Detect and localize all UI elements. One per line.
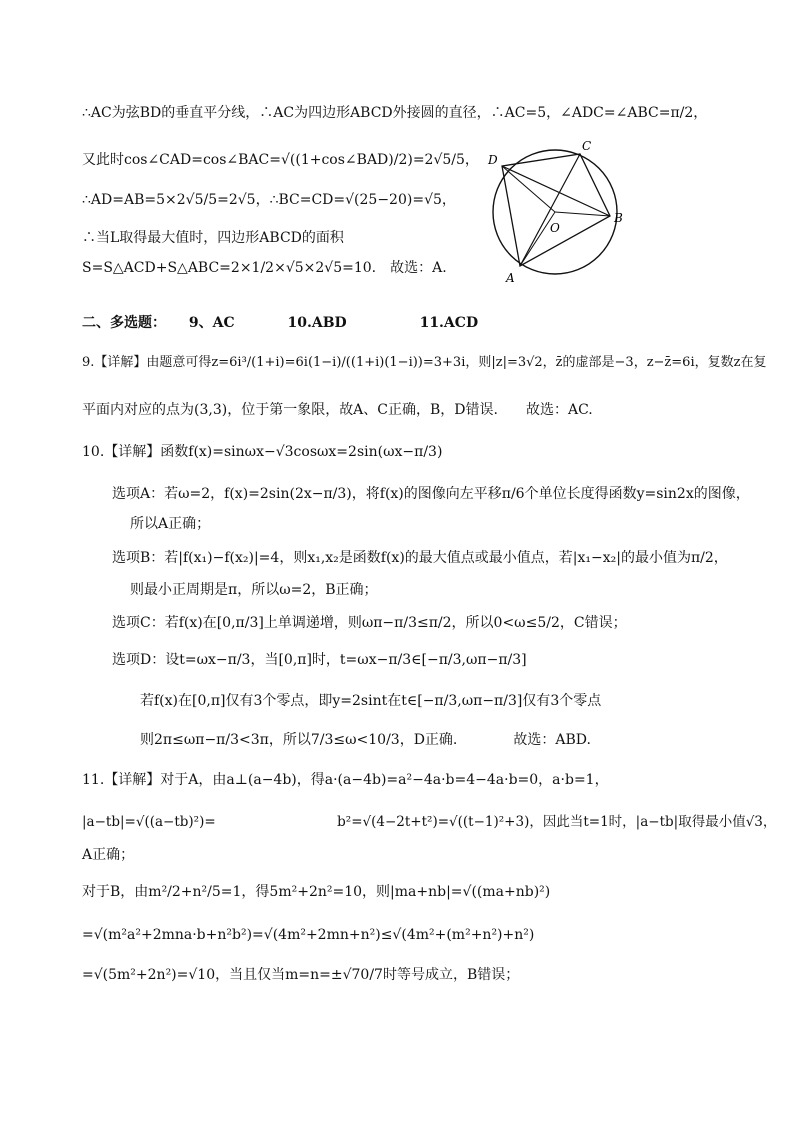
solution-line-4: ∴当L取得最大值时，四边形ABCD的面积 bbox=[82, 230, 344, 246]
solution-line-5: S=S△ACD+S△ABC=2×1/2×√5×2√5=10. 故选：A. bbox=[82, 260, 447, 276]
q9-line-2: 平面内对应的点为(3,3)，位于第一象限，故A、C正确，B，D错误. 故选：AC. bbox=[82, 402, 593, 418]
solution-line-1: ∴AC为弦BD的垂直平分线，∴AC为四边形ABCD外接圆的直径，∴AC=5，∠ADC=∠ABC=π/2， bbox=[82, 105, 708, 121]
q10-option-b-line-1: 选项B：若|f(x₁)−f(x₂)|=4，则x₁,x₂是函数f(x)的最大值点或最小值点，若|x₁−x₂|的最小值为π/2， bbox=[112, 550, 728, 566]
q9-line-1: 9.【详解】由题意可得z=6i³/(1+i)=6i(1−i)/((1+i)(1−i))=3+3i，则|z|=3√2，z̄的虚部是−3，z−z̄=6i，复数z在复 bbox=[82, 355, 767, 370]
solution-line-3: ∴AD=AB=5×2√5/5=2√5，∴BC=CD=√(25−20)=√5， bbox=[82, 192, 456, 208]
label-b: B bbox=[614, 211, 623, 225]
solution-line-2: 又此时cos∠CAD=cos∠BAC=√((1+cos∠BAD)/2)=2√5/5， bbox=[82, 152, 479, 168]
label-o: O bbox=[550, 221, 560, 235]
q10-option-a-line-1: 选项A：若ω=2，f(x)=2sin(2x−π/3)，将f(x)的图像向左平移π/6个单位长度得函数y=sin2x的图像， bbox=[112, 486, 750, 502]
q11-line-5: =√(m²a²+2mna·b+n²b²)=√(4m²+2mn+n²)≤√(4m²+(m²+n²)+n²) bbox=[82, 927, 535, 943]
q10-intro: 10.【详解】函数f(x)=sinωx−√3cosωx=2sin(ωx−π/3) bbox=[82, 444, 443, 460]
answer-10: 10.ABD bbox=[287, 315, 347, 331]
q10-option-c: 选项C：若f(x)在[0,π/3]上单调递增，则ωπ−π/3≤π/2，所以0<ω≤5/2，C错误； bbox=[112, 615, 627, 631]
answer-11: 11.ACD bbox=[419, 315, 479, 331]
section-title: 二、多选题： bbox=[82, 315, 166, 331]
q11-line-4: 对于B，由m²/2+n²/5=1，得5m²+2n²=10，则|ma+nb|=√((ma+nb)²) bbox=[82, 884, 551, 900]
circle-quadrilateral-diagram bbox=[480, 138, 630, 286]
quadrilateral-abcd bbox=[502, 154, 610, 266]
radius-od bbox=[502, 166, 555, 212]
label-d: D bbox=[488, 153, 498, 167]
label-c: C bbox=[582, 139, 592, 153]
section-multiple-choice bbox=[82, 313, 496, 333]
q11-line-6: =√(5m²+2n²)=√10，当且仅当m=n=±√70/7时等号成立，B错误； bbox=[82, 967, 520, 983]
label-a: A bbox=[506, 271, 515, 285]
q10-option-b-line-2: 则最小正周期是π，所以ω=2，B正确； bbox=[130, 582, 378, 598]
q10-option-d-line-1: 选项D：设t=ωx−π/3，当[0,π]时，t=ωx−π/3∈[−π/3,ωπ−π/3] bbox=[112, 652, 527, 668]
q11-line-3: A正确； bbox=[82, 847, 135, 863]
answer-9: 9、AC bbox=[188, 315, 235, 331]
q10-option-d-line-3: 则2π≤ωπ−π/3<3π，所以7/3≤ω<10/3，D正确. 故选：ABD. bbox=[140, 732, 591, 748]
q11-line-2: |a−tb|=√((a−tb)²)= b²=√(4−2t+t²)=√((t−1)²+3)，因此当t=1时，|a−tb|取得最小值√3， bbox=[82, 814, 777, 830]
diagonal-bd bbox=[502, 166, 610, 216]
q10-option-a-line-2: 所以A正确； bbox=[130, 516, 211, 532]
q11-line-1: 11.【详解】对于A，由a⊥(a−4b)，得a·(a−4b)=a²−4a·b=4−4a·b=0，a·b=1， bbox=[82, 772, 609, 788]
q10-option-d-line-2: 若f(x)在[0,π]仅有3个零点，即y=2sint在t∈[−π/3,ωπ−π/3]仅有3个零点 bbox=[140, 693, 602, 709]
